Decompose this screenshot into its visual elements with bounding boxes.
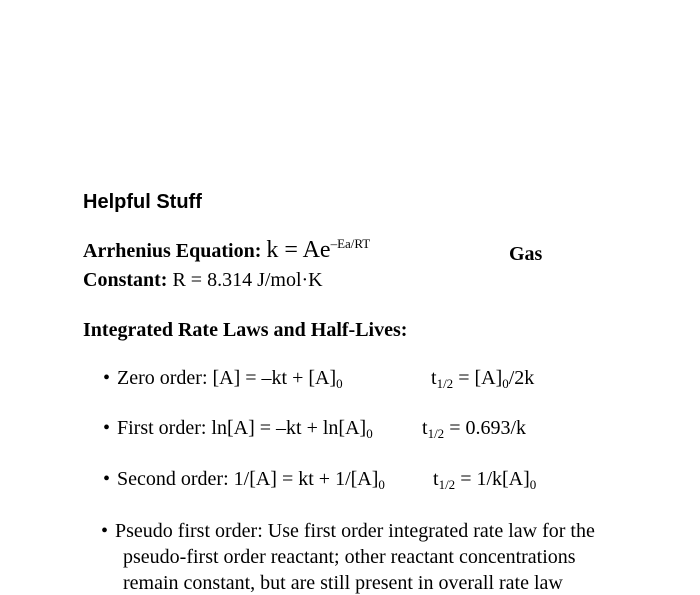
first-order-half-life — [422, 416, 526, 440]
pseudo-line-1 — [101, 518, 661, 544]
half-life-t: t — [422, 417, 428, 439]
zero-order-half-life — [431, 366, 534, 390]
gas-label: Gas — [509, 243, 543, 265]
second-order-law — [103, 467, 385, 491]
pseudo-line-3: remain constant, but are still present in overall rate law — [123, 572, 563, 594]
half-life-subscript: 1/2 — [438, 477, 456, 492]
half-life-subscript-zero: 0 — [529, 477, 537, 492]
second-order-half-life — [433, 467, 536, 491]
pseudo-text-1: Pseudo first order: Use first order integrated rate law for the — [115, 520, 595, 542]
second-order-subscript: 0 — [378, 477, 385, 492]
arrhenius-exponent: –Ea/RT — [330, 236, 371, 251]
half-life-expression: = 1/k[A] — [455, 468, 530, 490]
first-order-text: First order: ln[A] = –kt + ln[A] — [117, 417, 367, 439]
half-life-t: t — [431, 367, 437, 389]
second-order-text: Second order: 1/[A] = kt + 1/[A] — [117, 468, 379, 490]
half-life-t: t — [433, 468, 439, 490]
bullet-icon: • — [103, 468, 111, 490]
zero-order-subscript: 0 — [336, 376, 343, 391]
first-order-law — [103, 416, 373, 440]
first-order-subscript: 0 — [366, 426, 373, 441]
constant-label: Constant: — [83, 269, 168, 291]
section-heading: Helpful Stuff — [83, 191, 202, 213]
arrhenius-lhs: k = Ae — [266, 237, 331, 263]
zero-order-text: Zero order: [A] = –kt + [A] — [117, 367, 337, 389]
half-life-expression: = [A] — [453, 367, 503, 389]
zero-order-law — [103, 366, 343, 390]
half-life-subscript-zero: 0 — [502, 376, 509, 391]
half-life-expression: = 0.693/k — [444, 417, 527, 439]
arrhenius-formula — [266, 237, 370, 263]
bullet-icon: • — [101, 520, 109, 542]
half-life-subscript: 1/2 — [436, 376, 454, 391]
rate-laws-title: Integrated Rate Laws and Half-Lives: — [83, 319, 408, 341]
constant-value: R = 8.314 J/mol·K — [172, 269, 323, 291]
half-life-subscript: 1/2 — [427, 426, 445, 441]
arrhenius-label: Arrhenius Equation: — [83, 240, 262, 262]
arrhenius-equation — [83, 238, 370, 263]
pseudo-line-2: pseudo-first order reactant; other reactant concentrations — [123, 546, 576, 568]
bullet-icon: • — [103, 367, 111, 389]
half-life-expression-end: /2k — [508, 367, 535, 389]
gas-constant — [83, 268, 323, 292]
bullet-icon: • — [103, 417, 111, 439]
pseudo-first-order — [101, 518, 661, 595]
